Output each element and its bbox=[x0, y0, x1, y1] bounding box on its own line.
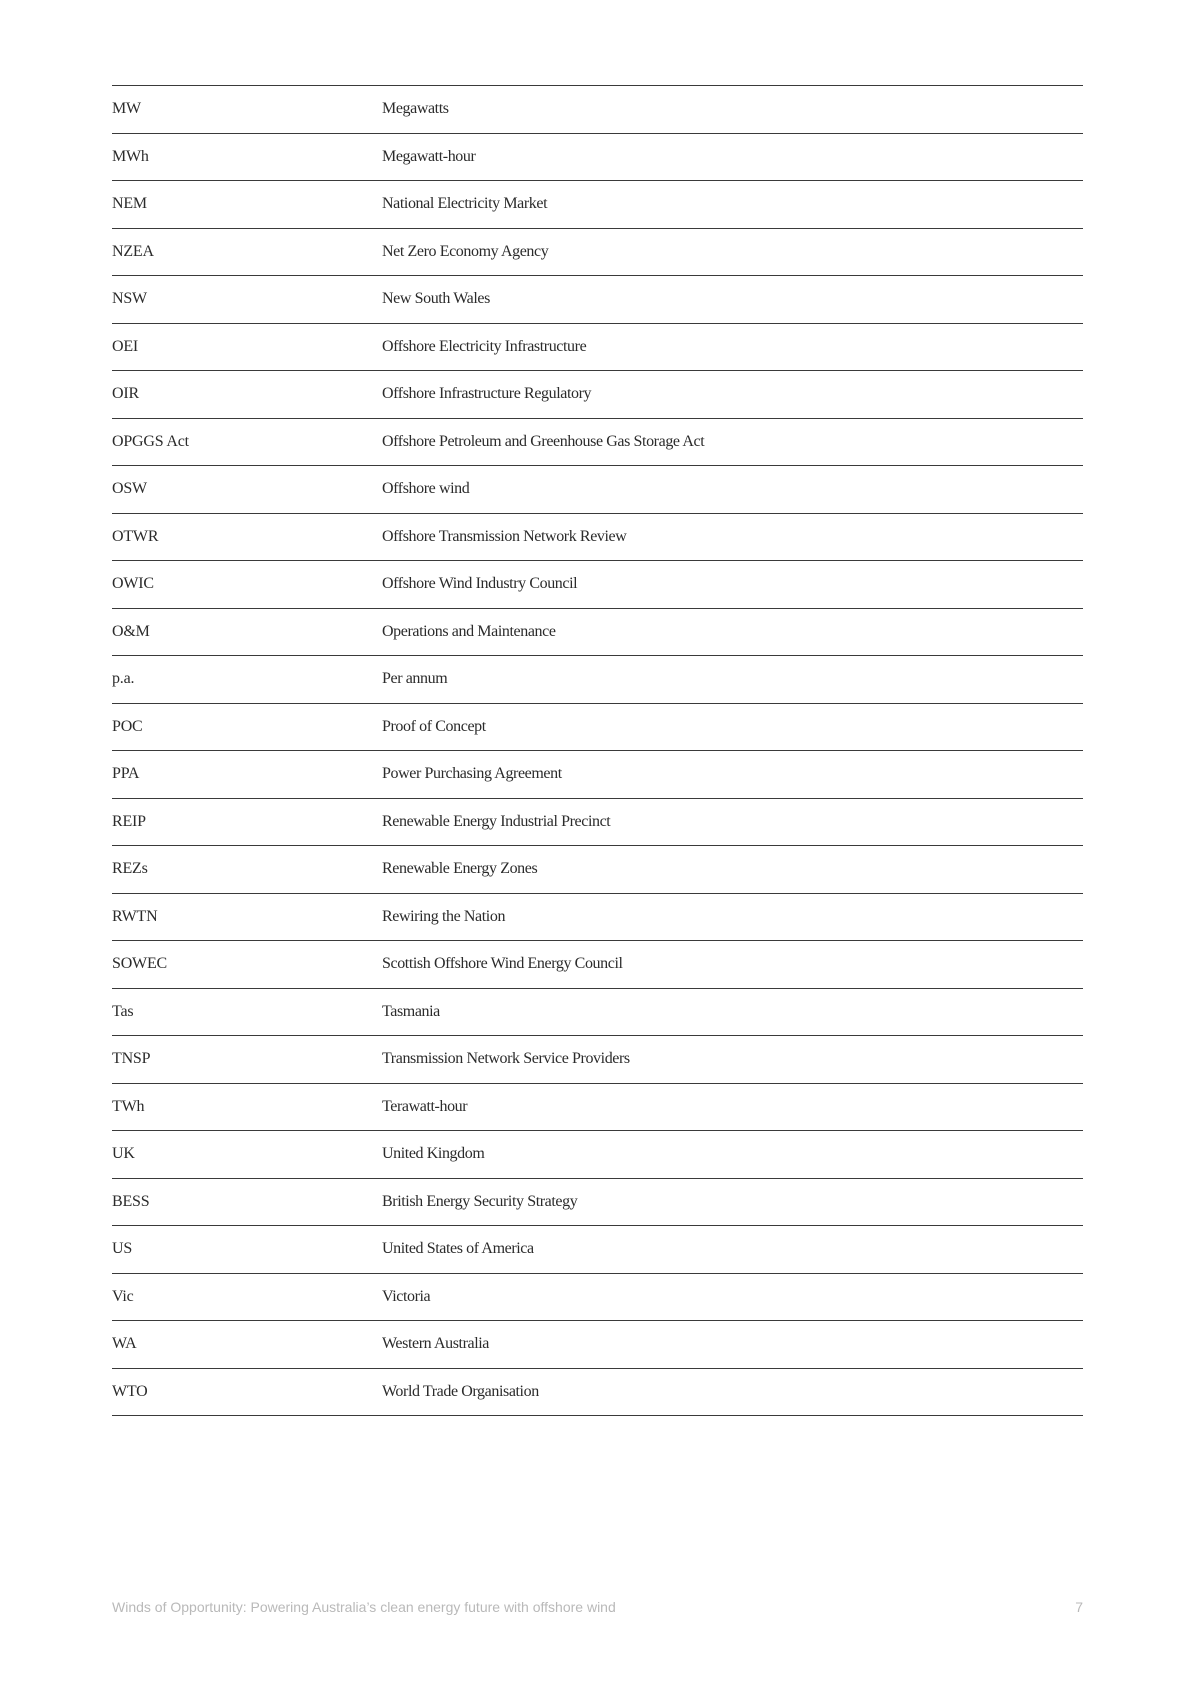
abbreviation: MWh bbox=[112, 147, 149, 165]
definition: Offshore wind bbox=[382, 480, 470, 498]
glossary-table bbox=[112, 85, 1083, 1416]
glossary-row bbox=[112, 561, 1083, 609]
glossary-row bbox=[112, 1084, 1083, 1132]
abbreviation: MW bbox=[112, 100, 141, 118]
abbreviation: OIR bbox=[112, 385, 139, 403]
definition: Power Purchasing Agreement bbox=[382, 765, 562, 783]
abbreviation: Vic bbox=[112, 1287, 134, 1305]
definition: United States of America bbox=[382, 1240, 534, 1258]
abbreviation: WTO bbox=[112, 1382, 148, 1400]
abbreviation: NEM bbox=[112, 195, 147, 213]
glossary-row bbox=[112, 989, 1083, 1037]
definition: World Trade Organisation bbox=[382, 1382, 539, 1400]
glossary-row bbox=[112, 276, 1083, 324]
definition: Offshore Transmission Network Review bbox=[382, 527, 627, 545]
glossary-row bbox=[112, 1321, 1083, 1369]
page-footer bbox=[112, 1599, 1083, 1615]
glossary-row bbox=[112, 514, 1083, 562]
glossary-row bbox=[112, 704, 1083, 752]
abbreviation: Tas bbox=[112, 1002, 134, 1020]
definition: National Electricity Market bbox=[382, 195, 548, 213]
glossary-row bbox=[112, 656, 1083, 704]
abbreviation: OPGGS Act bbox=[112, 432, 189, 450]
abbreviation: SOWEC bbox=[112, 955, 168, 973]
abbreviation: RWTN bbox=[112, 907, 158, 925]
abbreviation: TWh bbox=[112, 1097, 145, 1115]
abbreviation: OEI bbox=[112, 337, 139, 355]
definition: Terawatt-hour bbox=[382, 1097, 468, 1115]
abbreviation: REIP bbox=[112, 812, 146, 830]
abbreviation: OWIC bbox=[112, 575, 154, 593]
definition: United Kingdom bbox=[382, 1145, 485, 1163]
definition: Renewable Energy Zones bbox=[382, 860, 538, 878]
definition: Net Zero Economy Agency bbox=[382, 242, 549, 260]
definition: Offshore Wind Industry Council bbox=[382, 575, 578, 593]
definition: Rewiring the Nation bbox=[382, 907, 506, 925]
glossary-row bbox=[112, 86, 1083, 134]
abbreviation: PPA bbox=[112, 765, 140, 783]
glossary-row bbox=[112, 846, 1083, 894]
abbreviation: p.a. bbox=[112, 670, 135, 688]
definition: Offshore Infrastructure Regulatory bbox=[382, 385, 592, 403]
abbreviation: TNSP bbox=[112, 1050, 151, 1068]
abbreviation: POC bbox=[112, 717, 143, 735]
definition: Renewable Energy Industrial Precinct bbox=[382, 812, 611, 830]
glossary-row bbox=[112, 894, 1083, 942]
glossary-row bbox=[112, 751, 1083, 799]
definition: Tasmania bbox=[382, 1002, 440, 1020]
abbreviation: OSW bbox=[112, 480, 147, 498]
abbreviation: US bbox=[112, 1240, 133, 1258]
glossary-row bbox=[112, 371, 1083, 419]
definition: Megawatts bbox=[382, 100, 449, 118]
definition: Western Australia bbox=[382, 1335, 489, 1353]
definition: Operations and Maintenance bbox=[382, 622, 556, 640]
glossary-row bbox=[112, 799, 1083, 847]
abbreviation: NZEA bbox=[112, 242, 154, 260]
glossary-row bbox=[112, 324, 1083, 372]
abbreviation: NSW bbox=[112, 290, 147, 308]
glossary-row bbox=[112, 134, 1083, 182]
glossary-row bbox=[112, 1179, 1083, 1227]
abbreviation: WA bbox=[112, 1335, 137, 1353]
glossary-row bbox=[112, 1226, 1083, 1274]
definition: Proof of Concept bbox=[382, 717, 486, 735]
definition: Megawatt-hour bbox=[382, 147, 476, 165]
abbreviation: BESS bbox=[112, 1192, 150, 1210]
glossary-row bbox=[112, 1274, 1083, 1322]
abbreviation: O&M bbox=[112, 622, 150, 640]
glossary-row bbox=[112, 419, 1083, 467]
definition: Scottish Offshore Wind Energy Council bbox=[382, 955, 623, 973]
definition: British Energy Security Strategy bbox=[382, 1192, 578, 1210]
glossary-row bbox=[112, 181, 1083, 229]
definition: Offshore Electricity Infrastructure bbox=[382, 337, 587, 355]
glossary-row bbox=[112, 609, 1083, 657]
glossary-row bbox=[112, 941, 1083, 989]
definition: Transmission Network Service Providers bbox=[382, 1050, 630, 1068]
glossary-row bbox=[112, 1369, 1083, 1417]
abbreviation: OTWR bbox=[112, 527, 159, 545]
page-number: 7 bbox=[1075, 1599, 1083, 1615]
abbreviation: UK bbox=[112, 1145, 135, 1163]
glossary-row bbox=[112, 229, 1083, 277]
glossary-row bbox=[112, 1036, 1083, 1084]
definition: Per annum bbox=[382, 670, 448, 688]
footer-document-title: Winds of Opportunity: Powering Australia’s clean energy future with offshore wind bbox=[112, 1599, 616, 1615]
glossary-row bbox=[112, 466, 1083, 514]
definition: Victoria bbox=[382, 1287, 431, 1305]
definition: New South Wales bbox=[382, 290, 490, 308]
glossary-row bbox=[112, 1131, 1083, 1179]
definition: Offshore Petroleum and Greenhouse Gas Storage Act bbox=[382, 432, 705, 450]
abbreviation: REZs bbox=[112, 860, 148, 878]
